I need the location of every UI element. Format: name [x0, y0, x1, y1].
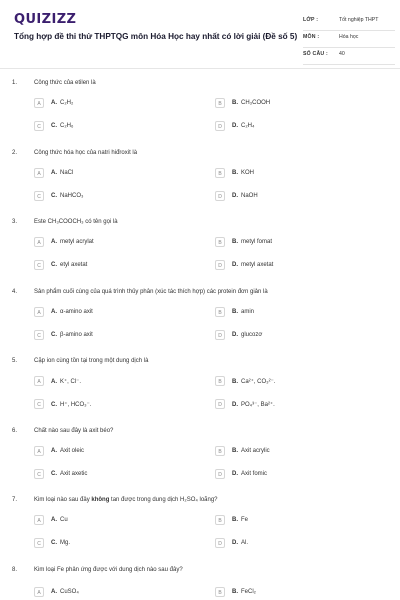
option-text: KOH — [241, 170, 255, 176]
document-title: Tổng hợp đề thi thử THPTQG môn Hóa Học hay nhất có lời giải (Đề số 5) — [14, 32, 298, 41]
option-box: A — [34, 237, 44, 247]
option-letter: D. — [232, 332, 238, 338]
option-text: metyl fomat — [241, 239, 273, 245]
question-item — [0, 150, 400, 212]
option-box: A — [34, 376, 44, 386]
option-box: B — [215, 376, 225, 386]
option-letter: C. — [51, 262, 57, 268]
question-text: Chất nào sau đây là axit béo? — [34, 428, 114, 434]
option-box: A — [34, 307, 44, 317]
option-text: FeCl₂ — [241, 589, 256, 595]
option-letter: B. — [232, 239, 238, 245]
option-text: K⁺, Cl⁻. — [60, 379, 82, 385]
question-item — [0, 358, 400, 420]
emphasis-text: không — [91, 497, 110, 503]
option-box: B — [215, 446, 225, 456]
option-text: CuSO₄ — [60, 589, 79, 595]
option-letter: D. — [232, 471, 238, 477]
question-number: 8. — [12, 567, 18, 573]
question-item — [0, 219, 400, 281]
option-letter: B. — [232, 448, 238, 454]
question-item — [0, 567, 400, 600]
option-box: B — [215, 98, 225, 108]
option-box: B — [215, 168, 225, 178]
option-text: PO₄³⁻, Ba²⁺. — [241, 402, 275, 408]
option-letter: A. — [51, 239, 57, 245]
option-letter: A. — [51, 448, 57, 454]
question-number: 2. — [12, 150, 18, 156]
option-text: amin — [241, 309, 255, 315]
option-letter: B. — [232, 379, 238, 385]
option-letter: D. — [232, 262, 238, 268]
option-letter: B. — [232, 170, 238, 176]
meta-row-class — [303, 14, 395, 31]
option-text: Ca²⁺, CO₃²⁻. — [241, 379, 276, 385]
option-box: C — [34, 191, 44, 201]
question-item — [0, 428, 400, 490]
meta-row-question-count — [303, 48, 395, 65]
option-letter: D. — [232, 540, 238, 546]
option-text: Axit acrylic — [241, 448, 270, 454]
option-text: β-amino axit — [60, 332, 93, 338]
option-text: Axit fomic — [241, 471, 268, 477]
option-text: Axit axetic — [60, 471, 88, 477]
question-number: 1. — [12, 80, 18, 86]
option-box: C — [34, 121, 44, 131]
option-text: NaCl — [60, 170, 74, 176]
option-letter: C. — [51, 402, 57, 408]
option-text: Mg. — [60, 540, 71, 546]
option-box: B — [215, 237, 225, 247]
question-text: Este CH₃COOCH₃ có tên gọi là — [34, 219, 118, 225]
question-item — [0, 497, 400, 559]
option-box: B — [215, 515, 225, 525]
meta-label: SỐ CÂU : — [303, 51, 328, 57]
meta-row-subject — [303, 31, 395, 48]
option-text: NaOH — [241, 193, 258, 199]
question-item — [0, 80, 400, 142]
option-text: α-amino axit — [60, 309, 93, 315]
option-text: Axit oleic — [60, 448, 85, 454]
meta-label: MÔN : — [303, 34, 320, 40]
question-text: Công thức hóa học của natri hiđroxit là — [34, 150, 138, 156]
option-letter: A. — [51, 309, 57, 315]
option-letter: A. — [51, 379, 57, 385]
option-text: metyl axetat — [241, 262, 274, 268]
question-item — [0, 289, 400, 351]
option-box: D — [215, 121, 225, 131]
option-text: Al. — [241, 540, 249, 546]
option-text: C₂H₂ — [60, 100, 74, 106]
question-text: Kim loại Fe phản ứng được với dung dịch nào sau đây? — [34, 567, 183, 573]
option-box: A — [34, 168, 44, 178]
page-header — [0, 0, 400, 62]
option-box: D — [215, 469, 225, 479]
option-letter: C. — [51, 540, 57, 546]
option-letter: B. — [232, 589, 238, 595]
option-box: A — [34, 446, 44, 456]
option-box: D — [215, 260, 225, 270]
meta-label: LỚP : — [303, 17, 319, 23]
question-number: 6. — [12, 428, 18, 434]
option-text: etyl axetat — [60, 262, 88, 268]
option-text: C₂H₆ — [60, 123, 74, 129]
option-letter: B. — [232, 517, 238, 523]
option-letter: C. — [51, 332, 57, 338]
option-box: C — [34, 260, 44, 270]
option-box: D — [215, 399, 225, 409]
option-box: C — [34, 399, 44, 409]
option-box: A — [34, 515, 44, 525]
option-box: D — [215, 538, 225, 548]
option-box: A — [34, 587, 44, 597]
question-text: Sản phẩm cuối cùng của quá trình thủy phân (xúc tác thích hợp) các protein đơn giản là — [34, 289, 268, 295]
option-box: B — [215, 307, 225, 317]
meta-value: Tốt nghiệp THPT — [339, 17, 379, 23]
meta-value: Hóa học — [339, 34, 359, 40]
option-letter: D. — [232, 193, 238, 199]
option-letter: C. — [51, 471, 57, 477]
question-number: 4. — [12, 289, 18, 295]
option-letter: A. — [51, 589, 57, 595]
option-box: C — [34, 538, 44, 548]
option-text: CH₃COOH — [241, 100, 271, 106]
question-text: Kim loại nào sau đây không tan được trong dung dịch H₂SO₄ loãng? — [34, 497, 218, 503]
meta-table — [303, 14, 395, 65]
header-divider — [0, 68, 400, 69]
option-text: NaHCO₃ — [60, 193, 84, 199]
question-number: 3. — [12, 219, 18, 225]
quizizz-logo: QUIZIZZ — [14, 12, 77, 27]
option-letter: D. — [232, 123, 238, 129]
option-box: A — [34, 98, 44, 108]
option-letter: D. — [232, 402, 238, 408]
option-letter: A. — [51, 517, 57, 523]
option-box: D — [215, 191, 225, 201]
question-text: Công thức của etilen là — [34, 80, 96, 86]
question-number: 7. — [12, 497, 18, 503]
option-letter: B. — [232, 100, 238, 106]
option-letter: A. — [51, 100, 57, 106]
option-letter: A. — [51, 170, 57, 176]
option-text: Cu — [60, 517, 68, 523]
option-text: H⁺, HCO₃⁻. — [60, 402, 92, 408]
option-box: C — [34, 469, 44, 479]
question-number: 5. — [12, 358, 18, 364]
option-box: B — [215, 587, 225, 597]
option-box: D — [215, 330, 225, 340]
option-text: metyl acrylat — [60, 239, 94, 245]
question-text: Cặp ion cùng tồn tại trong một dung dịch là — [34, 358, 149, 364]
option-text: glucozơ — [241, 332, 263, 338]
option-text: C₂H₄ — [241, 123, 255, 129]
option-text: Fe — [241, 517, 249, 523]
option-letter: C. — [51, 193, 57, 199]
option-letter: B. — [232, 309, 238, 315]
option-box: C — [34, 330, 44, 340]
option-letter: C. — [51, 123, 57, 129]
meta-value: 40 — [339, 51, 345, 57]
